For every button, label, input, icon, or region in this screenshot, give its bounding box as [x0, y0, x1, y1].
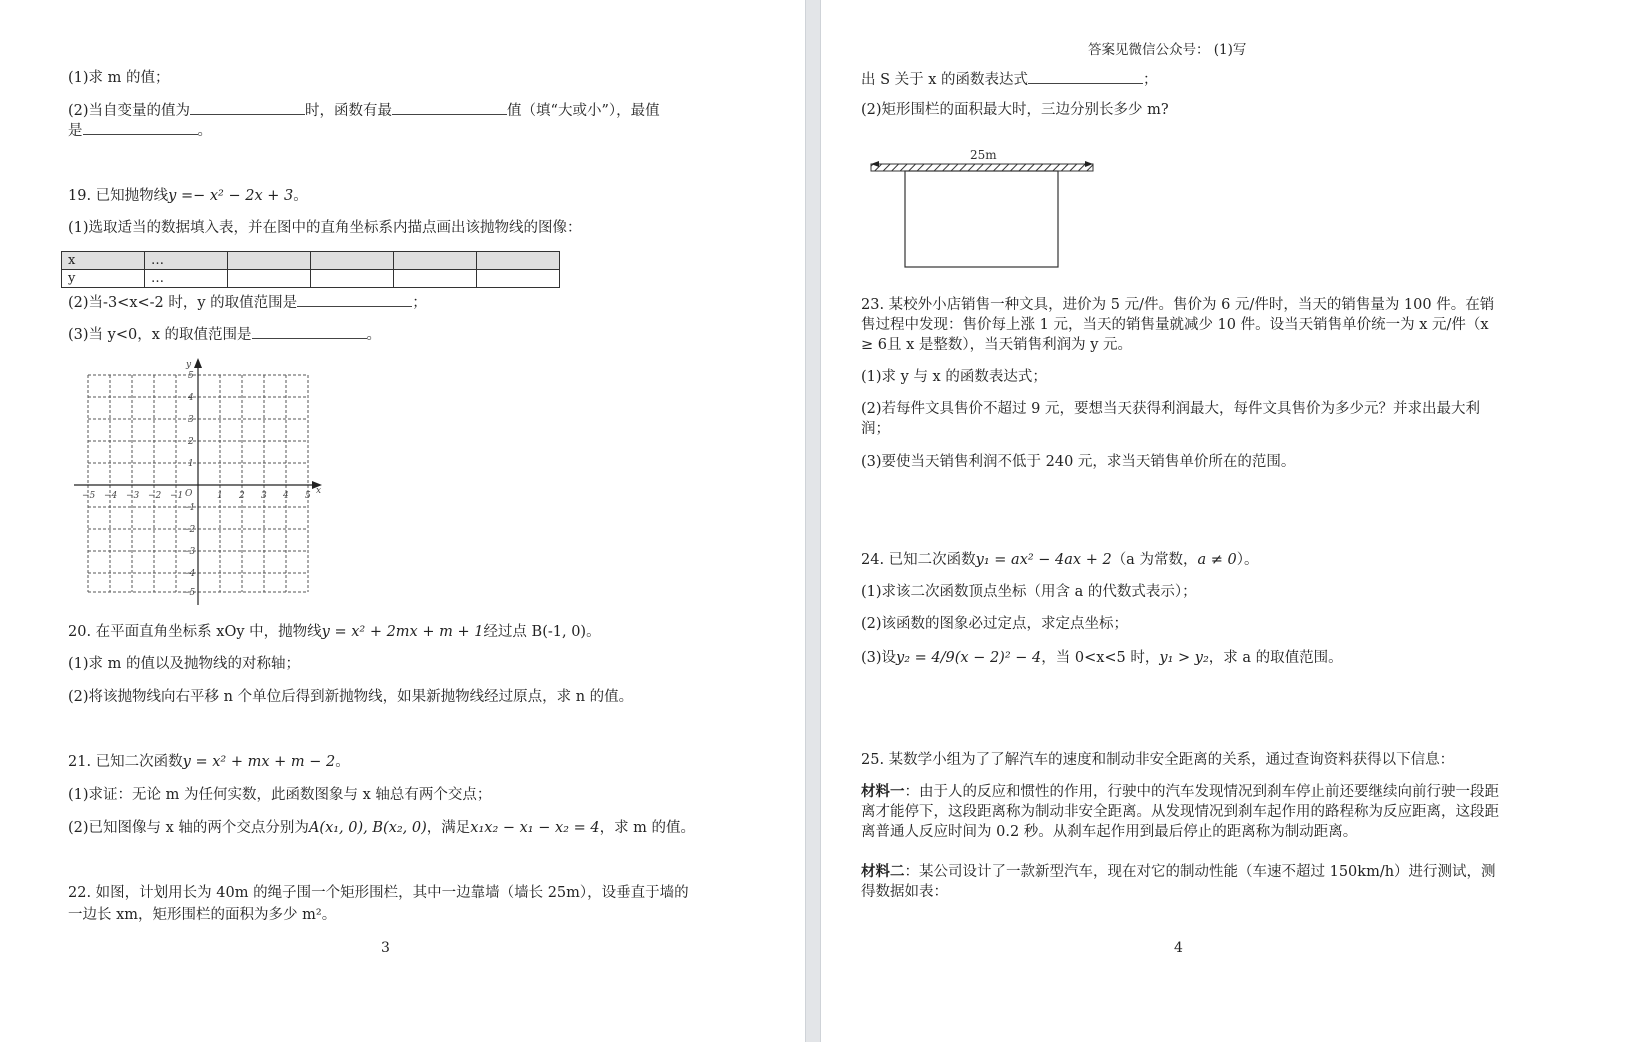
text: （a 为常数，	[1111, 552, 1198, 568]
page-number: 3	[381, 940, 390, 956]
svg-text:−1: −1	[170, 491, 184, 501]
q22-line1: 22. 如图，计划用长为 40m 的绳子围一个矩形围栏，其中一边靠墙（墙长 25m），设垂直于墙的	[68, 885, 689, 901]
svg-text:1: 1	[188, 459, 194, 469]
svg-text:x: x	[316, 486, 322, 496]
q24-part2: (2)该函数的图象必过定点，求定点坐标；	[861, 616, 1129, 632]
coordinate-grid	[70, 355, 330, 610]
text: 是	[68, 123, 83, 139]
formula: x₁x₂ − x₁ − x₂ = 4	[470, 820, 600, 836]
material-text: ：由于人的反应和惯性的作用，行驶中的汽车发现情况到刹车停止前还要继续向前行驶一段距离才能停下，这段距离称为制动非安全距离。从发现情况到刹车起作用的路程称为反应距离，这段距离普通人反应时间为 0.2 秒。从刹车起作用到最后停止的距离称为制动距离。	[861, 784, 1499, 840]
q20-part2: (2)将该抛物线向右平移 n 个单位后得到新抛物线，如果新抛物线经过原点，求 n 的值。	[68, 689, 634, 705]
text: 24. 已知二次函数	[861, 552, 976, 568]
page-number: 4	[1174, 940, 1183, 956]
svg-text:−2: −2	[182, 525, 196, 535]
text: 20. 在平面直角坐标系 xOy 中，抛物线	[68, 624, 322, 640]
svg-text:−1: −1	[182, 503, 196, 513]
q24-part3	[861, 648, 1343, 668]
formula: A(x₁, 0), B(x₂, 0)	[308, 820, 427, 836]
material-label: 材料一	[861, 783, 905, 800]
svg-text:2: 2	[239, 491, 245, 501]
formula: y = x² + 2mx + m + 1	[321, 624, 484, 640]
q24-title	[861, 550, 1258, 570]
formula: y₂ = 4/9(x − 2)² − 4	[896, 650, 1042, 666]
text: (2)已知图像与 x 轴的两个交点分别为	[68, 820, 309, 836]
text: (3)当 y<0，x 的取值范围是	[68, 327, 252, 343]
material-text: ：某公司设计了一款新型汽车，现在对它的制动性能（车速不超过 150km/h）进行测试，测得数据如表：	[861, 864, 1496, 900]
q18-part2	[68, 100, 660, 121]
text: 。	[366, 327, 382, 343]
formula: y₁ = ax² − 4ax + 2	[975, 552, 1112, 568]
q23-part1: (1)求 y 与 x 的函数表达式；	[861, 369, 1047, 385]
q19-part2	[68, 292, 427, 313]
text: 。	[293, 188, 308, 204]
page-gutter	[805, 0, 821, 1042]
formula: y₁ > y₂	[1159, 650, 1209, 666]
svg-text:2: 2	[188, 437, 194, 447]
formula: a ≠ 0	[1197, 552, 1237, 568]
value-table	[61, 251, 560, 288]
text: 经过点 B(-1, 0)。	[483, 624, 601, 640]
q21-title	[68, 752, 350, 772]
text: ，当 0<x<5 时，	[1041, 650, 1160, 666]
table-cell[interactable]	[394, 270, 477, 288]
table-cell[interactable]	[311, 252, 394, 270]
table-cell[interactable]	[228, 252, 311, 270]
q19-title	[68, 186, 308, 206]
svg-text:3: 3	[188, 415, 194, 425]
text: ，求 a 的取值范围。	[1208, 650, 1343, 666]
page-4	[821, 0, 1632, 1042]
page-header: 答案见微信公众号： (1)写	[1088, 42, 1247, 58]
q21-part1: (1)求证：无论 m 为任何实数，此函数图象与 x 轴总有两个交点；	[68, 787, 492, 803]
q18-part2-cont	[68, 120, 212, 141]
q25-title: 25. 某数学小组为了了解汽车的速度和制动非安全距离的关系，通过查询资料获得以下信息：	[861, 752, 1455, 768]
q21-part2	[68, 818, 695, 838]
fence-diagram	[866, 145, 1106, 275]
answer-blank[interactable]	[297, 292, 412, 307]
text: 时，函数有最	[305, 103, 393, 119]
svg-text:4: 4	[188, 393, 194, 403]
svg-text:−4: −4	[104, 491, 118, 501]
q24-part1: (1)求该二次函数顶点坐标（用含 a 的代数式表示）；	[861, 584, 1197, 600]
q19-part1: (1)选取适当的数据填入表，并在图中的直角坐标系内描点画出该抛物线的图像：	[68, 220, 582, 236]
text: (3)设	[861, 650, 897, 666]
text: 值（填“大或小”），最值	[507, 103, 660, 119]
material-one	[861, 782, 1501, 842]
table-cell: …	[145, 270, 228, 288]
text: 。	[335, 754, 350, 770]
material-two	[861, 862, 1501, 902]
table-cell[interactable]	[477, 252, 560, 270]
answer-blank[interactable]	[1028, 69, 1143, 84]
formula: y =− x² − 2x + 3	[168, 188, 294, 204]
answer-blank[interactable]	[190, 100, 305, 115]
table-cell[interactable]	[228, 270, 311, 288]
svg-text:O: O	[185, 489, 193, 499]
formula: y = x² + mx + m − 2	[182, 754, 336, 770]
q23-part3: (3)要使当天销售利润不低于 240 元，求当天销售单价所在的范围。	[861, 454, 1296, 470]
svg-text:−3: −3	[182, 547, 196, 557]
text: ，求 m 的值。	[599, 820, 696, 836]
svg-text:1: 1	[217, 491, 223, 501]
svg-text:y: y	[186, 360, 192, 370]
text: ；	[1143, 72, 1158, 88]
text: ；	[412, 295, 427, 311]
svg-text:3: 3	[261, 491, 267, 501]
table-cell[interactable]	[311, 270, 394, 288]
svg-text:−3: −3	[126, 491, 140, 501]
answer-blank[interactable]	[252, 324, 367, 339]
text: ，满足	[426, 820, 471, 836]
q22-line2: 一边长 xm，矩形围栏的面积为多少 m²。	[68, 907, 337, 923]
q22-part2: (2)矩形围栏的面积最大时，三边分别长多少 m?	[861, 102, 1169, 118]
material-label: 材料二	[861, 863, 905, 880]
svg-text:5: 5	[188, 371, 194, 381]
svg-text:5: 5	[305, 491, 311, 501]
svg-text:−4: −4	[182, 569, 196, 579]
q19-part3	[68, 324, 381, 345]
table-row-x	[62, 252, 560, 270]
svg-text:−2: −2	[148, 491, 162, 501]
text: 21. 已知二次函数	[68, 754, 183, 770]
text: 。	[197, 123, 212, 139]
answer-blank[interactable]	[392, 100, 507, 115]
text: ）。	[1236, 552, 1259, 568]
q22-part1	[861, 69, 1158, 90]
table-row-y	[62, 270, 560, 288]
q20-title	[68, 622, 601, 642]
answer-blank[interactable]	[83, 120, 198, 135]
table-cell: …	[145, 252, 228, 270]
table-cell: x	[62, 252, 145, 270]
text: (2)当-3<x<-2 时，y 的取值范围是	[68, 295, 298, 311]
q20-part1: (1)求 m 的值以及抛物线的对称轴；	[68, 656, 301, 672]
text: 出 S 关于 x 的函数表达式	[861, 72, 1029, 88]
svg-text:4: 4	[283, 491, 289, 501]
page-3	[0, 0, 805, 1042]
q23-part2: (2)若每件文具售价不超过 9 元，要想当天获得利润最大，每件文具售价为多少元？并求出最大利润；	[861, 401, 1480, 437]
table-cell: y	[62, 270, 145, 288]
svg-text:−5: −5	[82, 491, 96, 501]
table-cell[interactable]	[394, 252, 477, 270]
table-cell[interactable]	[477, 270, 560, 288]
text: (2)当自变量的值为	[68, 103, 191, 119]
q23-stem: 23. 某校外小店销售一种文具，进价为 5 元/件。售价为 6 元/件时，当天的销售量为 100 件。在销售过程中发现：售价每上涨 1 元，当天的销售量就减少 10 件。设当天销售单价统一为 x 元/件（x ≥ 6且 x 是整数），当天销售利润为 y 元。	[861, 297, 1495, 353]
text: 19. 已知抛物线	[68, 188, 169, 204]
q18-part1: (1)求 m 的值；	[68, 70, 170, 86]
wall-length-label: 25m	[970, 148, 997, 162]
svg-text:−5: −5	[182, 588, 196, 598]
